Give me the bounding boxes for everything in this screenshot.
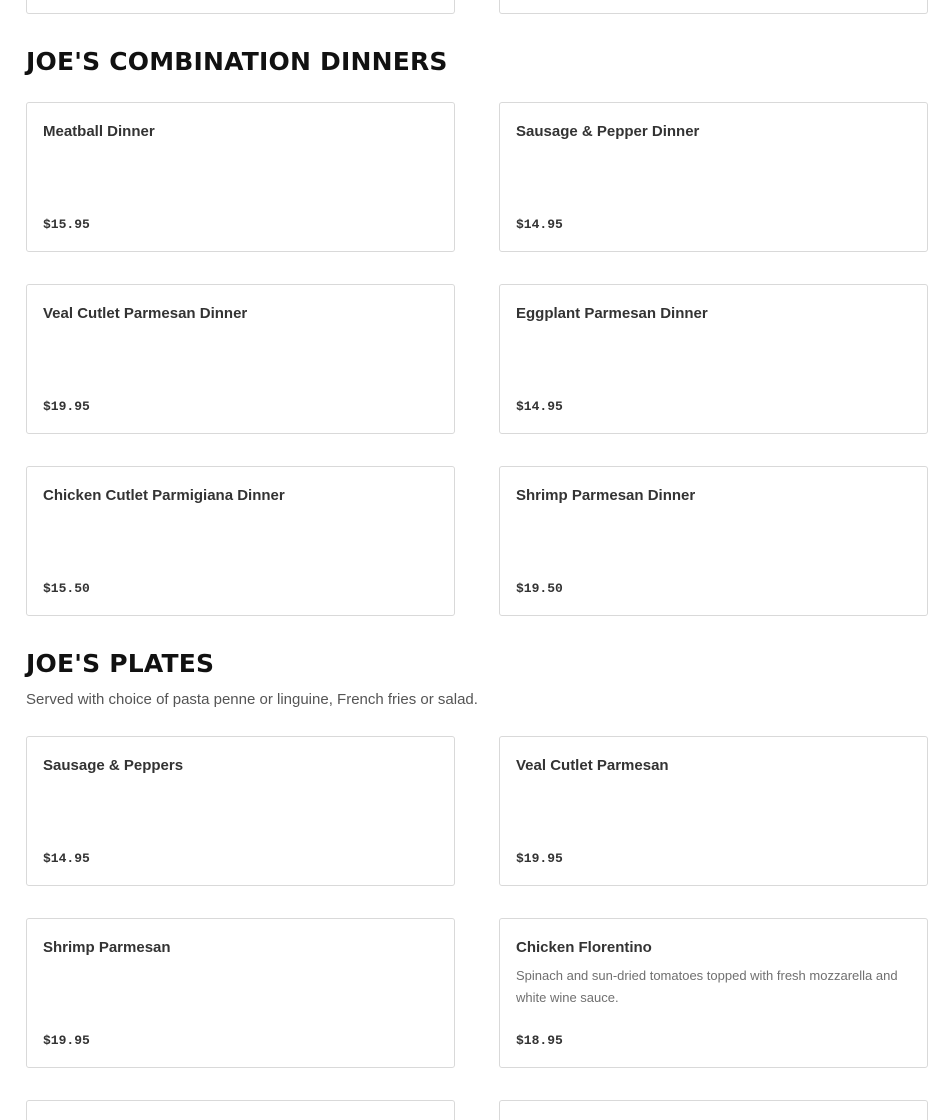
menu-item-price: $15.50 xyxy=(43,581,90,596)
menu-item-price: $19.50 xyxy=(516,581,563,596)
section-title-plates: JOE'S PLATES xyxy=(26,649,215,678)
section-title-combination-dinners: JOE'S COMBINATION DINNERS xyxy=(26,47,448,76)
menu-item-card-meatball-dinner[interactable] xyxy=(26,102,455,252)
menu-item-price: $14.95 xyxy=(516,217,563,232)
menu-item-description: Spinach and sun-dried tomatoes topped with fresh mozzarella and white wine sauce. xyxy=(516,968,898,1005)
menu-row xyxy=(26,466,928,616)
menu-item-card[interactable] xyxy=(499,0,928,14)
menu-item-card[interactable] xyxy=(499,1100,928,1120)
menu-item-price: $14.95 xyxy=(516,399,563,414)
menu-item-card-eggplant-parmesan-dinner[interactable] xyxy=(499,284,928,434)
plates-grid xyxy=(26,736,928,1068)
menu-item-name: Chicken Florentino xyxy=(516,939,652,956)
menu-item-card[interactable] xyxy=(26,1100,455,1120)
combination-dinners-grid xyxy=(26,102,928,616)
menu-item-name: Chicken Cutlet Parmigiana Dinner xyxy=(43,487,285,504)
menu-item-price: $19.95 xyxy=(43,399,90,414)
menu-item-name: Meatball Dinner xyxy=(43,123,155,140)
menu-item-price: $18.95 xyxy=(516,1033,563,1048)
section-subtitle-plates: Served with choice of pasta penne or linguine, French fries or salad. xyxy=(26,691,478,708)
menu-item-name: Veal Cutlet Parmesan xyxy=(516,757,669,774)
menu-item-price: $14.95 xyxy=(43,851,90,866)
menu-row xyxy=(26,918,928,1068)
menu-item-name: Shrimp Parmesan xyxy=(43,939,171,956)
menu-item-price: $19.95 xyxy=(43,1033,90,1048)
menu-item-price: $15.95 xyxy=(43,217,90,232)
menu-item-card-chicken-florentino[interactable] xyxy=(499,918,928,1068)
menu-item-card-veal-cutlet-parmesan[interactable] xyxy=(499,736,928,886)
menu-item-name: Sausage & Pepper Dinner xyxy=(516,123,700,140)
menu-item-card-chicken-cutlet-parmigiana-dinner[interactable] xyxy=(26,466,455,616)
menu-item-name: Veal Cutlet Parmesan Dinner xyxy=(43,305,248,322)
menu-item-card-shrimp-parmesan[interactable] xyxy=(26,918,455,1068)
menu-item-card-shrimp-parmesan-dinner[interactable] xyxy=(499,466,928,616)
previous-section-cards xyxy=(26,0,928,14)
next-row-cards xyxy=(26,1100,928,1120)
menu-row xyxy=(26,284,928,434)
menu-item-card-veal-cutlet-parmesan-dinner[interactable] xyxy=(26,284,455,434)
menu-item-price: $19.95 xyxy=(516,851,563,866)
menu-item-name: Sausage & Peppers xyxy=(43,757,184,774)
menu-item-name: Shrimp Parmesan Dinner xyxy=(516,487,696,504)
menu-row xyxy=(26,102,928,252)
menu-item-card-sausage-pepper-dinner[interactable] xyxy=(499,102,928,252)
menu-item-name: Eggplant Parmesan Dinner xyxy=(516,305,708,322)
menu-row xyxy=(26,736,928,886)
menu-item-card-sausage-peppers[interactable] xyxy=(26,736,455,886)
menu-item-card[interactable] xyxy=(26,0,455,14)
